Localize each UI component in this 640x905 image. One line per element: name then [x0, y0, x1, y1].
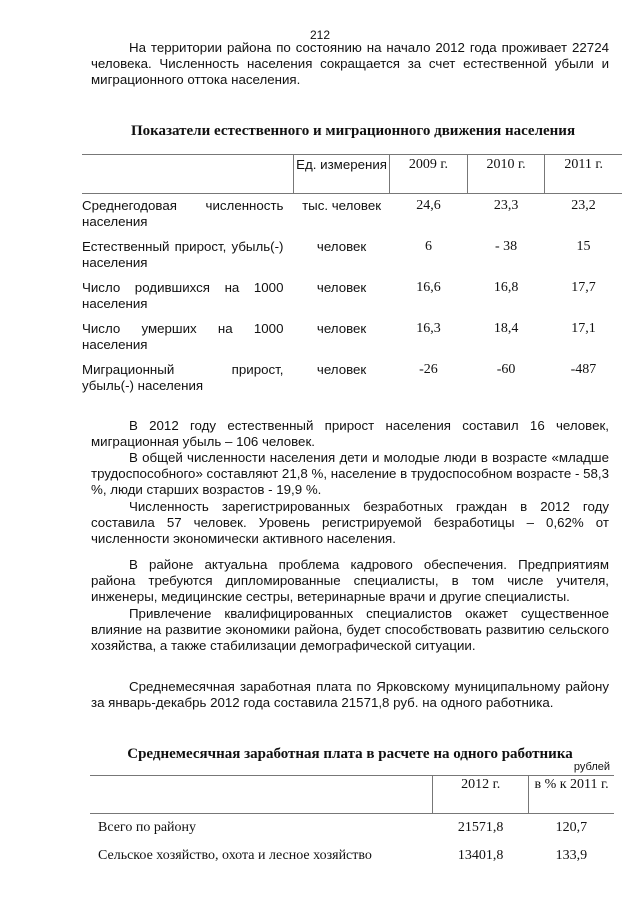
table2-header-row: [90, 776, 614, 814]
table1-header-unit: Ед. измерения: [293, 155, 389, 194]
row-2012: 13401,8: [457, 848, 504, 863]
row-pct: 133,9: [555, 848, 588, 863]
row-label: Число умерших на 1000 населения: [82, 321, 284, 352]
row-unit: человек: [316, 362, 367, 377]
row-2009: 24,6: [416, 198, 441, 213]
row-2011: 17,1: [571, 321, 596, 336]
table-row: [82, 321, 622, 362]
row-2012: 21571,8: [457, 820, 504, 835]
body-paragraph: В 2012 году естественный прирост населения составил 16 человек, миграционная убыль – 106 человек.: [91, 418, 609, 450]
row-2009: 16,6: [416, 280, 441, 295]
table-row: [82, 194, 622, 240]
row-label: Сельское хозяйство, охота и лесное хозяйство: [98, 848, 372, 863]
table1-header-2011: 2011 г.: [545, 155, 622, 194]
page-number: 212: [309, 28, 331, 42]
row-2010: 18,4: [493, 321, 519, 336]
table1-header-row: [82, 155, 622, 194]
body-paragraph: В районе актуальна проблема кадрового обеспечения. Предприятиям района требуются дипломированные специалисты, в том числе учителя, инженеры, медицинские сестры, ветеринарные врачи и другие специалисты.: [91, 557, 609, 605]
row-label: Число родившихся на 1000 населения: [82, 280, 284, 311]
row-pct: 120,7: [555, 820, 588, 835]
body-paragraph: В общей численности населения дети и молодые люди в возрасте «младше трудоспособного» составляют 21,8 %, население в трудоспособном возрасте - 58,3 %, люди старших возрастов - 19,9 %.: [91, 450, 609, 498]
table2-unit-note: рублей: [573, 761, 610, 773]
population-table: [82, 154, 622, 403]
row-2009: -26: [419, 362, 438, 377]
row-2011: 15: [576, 239, 591, 254]
table2-header-2012: 2012 г.: [433, 776, 529, 814]
table-row: [82, 280, 622, 321]
row-unit: человек: [316, 321, 367, 336]
row-unit: человек: [316, 239, 367, 254]
row-unit: тыс. человек: [302, 198, 382, 213]
row-2011: -487: [570, 362, 597, 377]
row-2011: 17,7: [571, 280, 596, 295]
table2-title: Среднемесячная заработная плата в расчете на одного работника: [127, 746, 573, 762]
row-2009: 16,3: [416, 321, 441, 336]
body-paragraph: Среднемесячная заработная плата по Ярковскому муниципальному району за январь-декабрь 2012 года составила 21571,8 руб. на одного работника.: [91, 679, 609, 711]
row-2011: 23,2: [571, 198, 596, 213]
row-label: Всего по району: [98, 820, 197, 835]
row-2009: 6: [424, 239, 432, 254]
table2-header-pct: в % к 2011 г.: [529, 776, 614, 814]
table1-header-2009: 2009 г.: [390, 155, 468, 194]
row-label: Миграционный прирост, убыль(-) населения: [82, 362, 284, 393]
table1-title: Показатели естественного и миграционного движения населения: [130, 123, 576, 139]
row-2010: 23,3: [493, 198, 519, 213]
table-row: [90, 814, 614, 843]
table1-header-2010: 2010 г.: [467, 155, 545, 194]
table1-header-label: [82, 155, 293, 194]
row-2010: -60: [496, 362, 516, 377]
intro-paragraph: На территории района по состоянию на начало 2012 года проживает 22724 человека. Численность населения сокращается за счет естественной убыли и миграционного оттока населения.: [91, 40, 609, 88]
row-label: Естественный прирост, убыль(-) населения: [82, 239, 284, 270]
row-unit: человек: [316, 280, 367, 295]
row-2010: - 38: [494, 239, 518, 254]
salary-table: [90, 775, 614, 870]
body-paragraph: Численность зарегистрированных безработных граждан в 2012 году составила 57 человек. Уровень регистрируемой безработицы – 0,62% от численности экономически активного населения.: [91, 499, 609, 547]
table-row: [82, 239, 622, 280]
row-label: Среднегодовая численность населения: [82, 198, 284, 229]
body-paragraph: Привлечение квалифицированных специалистов окажет существенное влияние на развитие экономики района, будет способствовать развитию сельского хозяйства, а также стабилизации демографической ситуации.: [91, 606, 609, 654]
table-row: [82, 362, 622, 403]
table-row: [90, 842, 614, 870]
row-2010: 16,8: [493, 280, 519, 295]
table2-header-label: [90, 776, 433, 814]
